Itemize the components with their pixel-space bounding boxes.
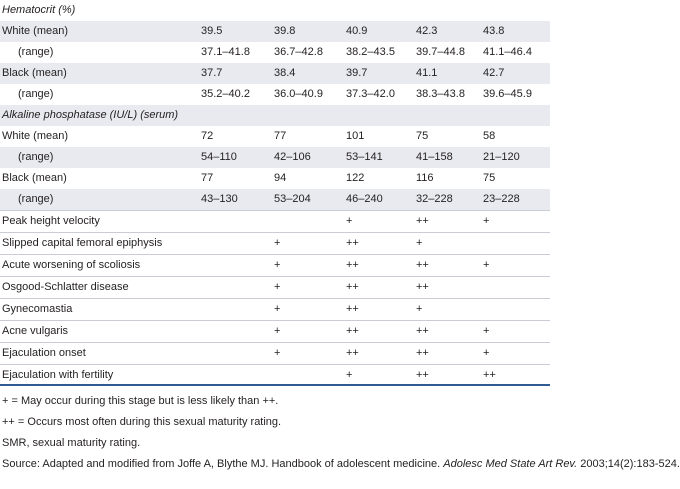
cell: ++: [416, 281, 429, 293]
cell: 72: [201, 130, 214, 142]
cell: 37.1–41.8: [201, 46, 250, 58]
cell: 75: [416, 130, 429, 142]
cell: 43–130: [201, 193, 238, 205]
table-row: [0, 211, 550, 232]
cell: ++: [346, 281, 359, 293]
cell: 39.6–45.9: [483, 88, 532, 100]
row-label: Ejaculation onset: [2, 347, 86, 359]
cell: ++: [416, 259, 429, 271]
footnote-smr: SMR, sexual maturity rating.: [2, 437, 141, 449]
cell: ++: [416, 215, 429, 227]
cell: 38.4: [274, 67, 296, 79]
row-label: (range): [18, 193, 54, 205]
cell: +: [274, 237, 281, 249]
cell: 42.3: [416, 25, 438, 37]
row-label: Peak height velocity: [2, 215, 100, 227]
table-row: [0, 42, 550, 63]
cell: 101: [346, 130, 365, 142]
table-row: [0, 147, 550, 168]
cell: +: [416, 237, 423, 249]
cell: ++: [346, 347, 359, 359]
cell: +: [483, 347, 490, 359]
table-row: [0, 168, 550, 189]
cell: 38.3–43.8: [416, 88, 465, 100]
section-title: Alkaline phosphatase (IU/L) (serum): [2, 109, 179, 121]
cell: +: [274, 347, 281, 359]
cell: 42–106: [274, 151, 311, 163]
cell: 75: [483, 172, 496, 184]
cell: 43.8: [483, 25, 505, 37]
cell: 77: [201, 172, 214, 184]
cell: 36.0–40.9: [274, 88, 323, 100]
cell: +: [483, 215, 490, 227]
cell: 39.8: [274, 25, 296, 37]
cell: +: [274, 281, 281, 293]
table-row: [0, 189, 550, 210]
cell: 32–228: [416, 193, 453, 205]
cell: 77: [274, 130, 287, 142]
cell: 36.7–42.8: [274, 46, 323, 58]
section-title: Hematocrit (%): [2, 4, 76, 16]
cell: 37.3–42.0: [346, 88, 395, 100]
table-row: [0, 277, 550, 298]
cell: ++: [483, 369, 496, 381]
table-row: [0, 126, 550, 147]
section-header: [0, 105, 550, 126]
cell: ++: [416, 369, 429, 381]
cell: 122: [346, 172, 365, 184]
cell: 23–228: [483, 193, 520, 205]
cell: 40.9: [346, 25, 368, 37]
cell: 53–141: [346, 151, 383, 163]
cell: +: [274, 303, 281, 315]
cell: ++: [346, 237, 359, 249]
cell: 39.5: [201, 25, 223, 37]
cell: ++: [346, 259, 359, 271]
row-label: Black (mean): [2, 67, 67, 79]
table-row: [0, 343, 550, 364]
cell: ++: [416, 325, 429, 337]
footnote-source: [2, 457, 680, 472]
section-header: [0, 0, 550, 21]
table-row: [0, 299, 550, 320]
cell: +: [274, 259, 281, 271]
table-row: [0, 21, 550, 42]
table-row: [0, 321, 550, 342]
cell: 58: [483, 130, 496, 142]
cell: 39.7–44.8: [416, 46, 465, 58]
row-label: Black (mean): [2, 172, 67, 184]
footnote-plusplus: ++ = Occurs most often during this sexual maturity rating.: [2, 416, 282, 428]
cell: 39.7: [346, 67, 368, 79]
cell: +: [416, 303, 423, 315]
row-label: (range): [18, 151, 54, 163]
row-label: Gynecomastia: [2, 303, 73, 315]
table-row: [0, 84, 550, 105]
cell: 21–120: [483, 151, 520, 163]
table-bottom-rule: [0, 384, 550, 386]
cell: 41–158: [416, 151, 453, 163]
cell: 38.2–43.5: [346, 46, 395, 58]
cell: +: [274, 325, 281, 337]
row-label: Acne vulgaris: [2, 325, 69, 337]
row-label: (range): [18, 46, 54, 58]
row-label: Acute worsening of scoliosis: [2, 259, 141, 271]
cell: 46–240: [346, 193, 383, 205]
source-citation: 2003;14(2):183-524.: [577, 458, 680, 470]
table-row: [0, 255, 550, 276]
cell: 41.1: [416, 67, 438, 79]
source-journal: Adolesc Med State Art Rev.: [443, 458, 578, 470]
cell: +: [346, 369, 353, 381]
row-label: White (mean): [2, 25, 69, 37]
row-label: White (mean): [2, 130, 69, 142]
row-label: Slipped capital femoral epiphysis: [2, 237, 163, 249]
row-label: Ejaculation with fertility: [2, 369, 114, 381]
table-row: [0, 365, 550, 386]
source-text: Source: Adapted and modified from Joffe A, Blythe MJ. Handbook of adolescent medicine.: [2, 458, 444, 470]
cell: ++: [346, 303, 359, 315]
cell: 94: [274, 172, 287, 184]
cell: 54–110: [201, 151, 237, 163]
cell: 41.1–46.4: [483, 46, 532, 58]
row-label: Osgood-Schlatter disease: [2, 281, 129, 293]
footnote-plus: + = May occur during this stage but is less likely than ++.: [2, 395, 279, 407]
cell: 42.7: [483, 67, 505, 79]
cell: 53–204: [274, 193, 311, 205]
cell: ++: [346, 325, 359, 337]
table-row: [0, 63, 550, 84]
cell: 37.7: [201, 67, 223, 79]
cell: ++: [416, 347, 429, 359]
cell: +: [346, 215, 353, 227]
row-label: (range): [18, 88, 54, 100]
cell: +: [483, 325, 490, 337]
cell: +: [483, 259, 490, 271]
cell: 116: [416, 172, 434, 184]
cell: 35.2–40.2: [201, 88, 250, 100]
table-row: [0, 233, 550, 254]
